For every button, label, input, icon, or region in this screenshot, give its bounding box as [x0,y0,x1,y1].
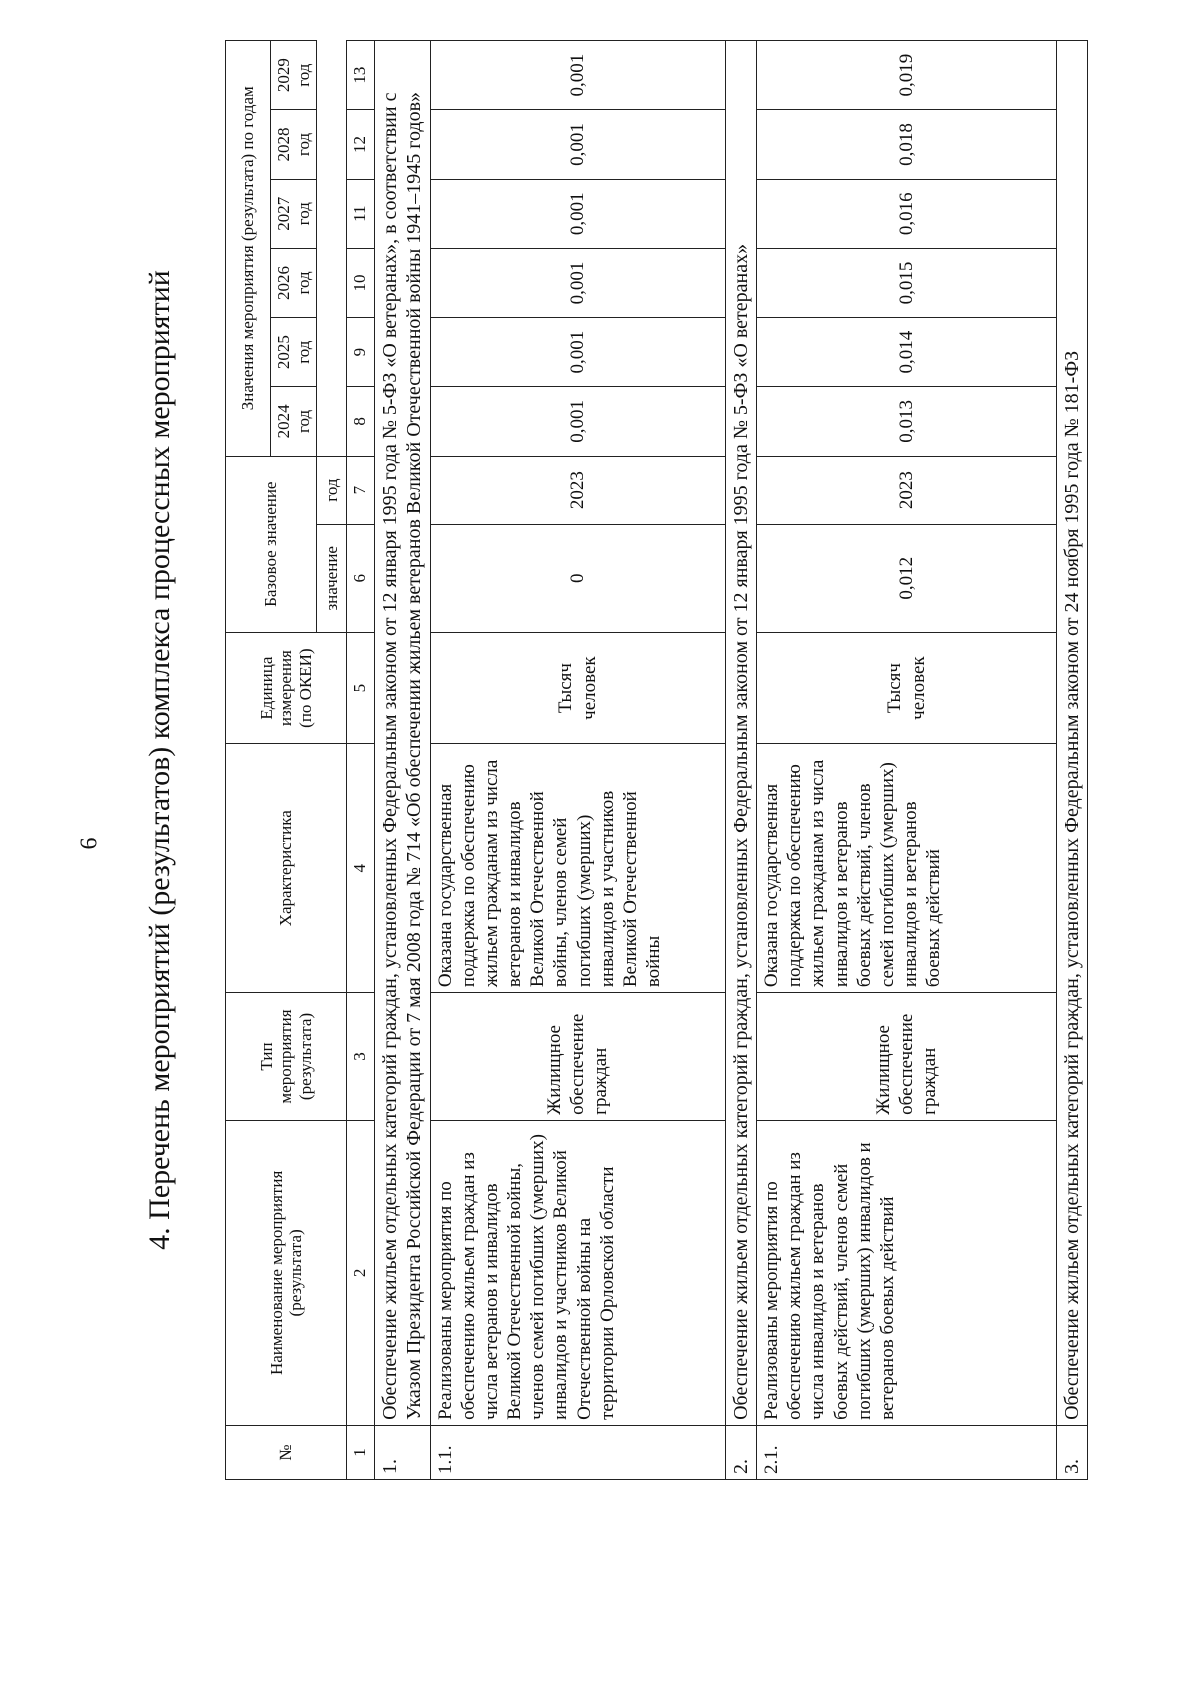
item-base-value: 0 [430,524,725,632]
section-row [725,41,756,1480]
item-type: Жилищное обеспечение граждан [757,993,1057,1121]
column-number: 1 [347,1425,375,1479]
item-unit: Тысяч человек [430,632,725,743]
activities-table [225,40,1088,1480]
header-values-by-year: Значения мероприятия (результата) по годам [226,41,271,457]
item-type: Жилищное обеспечение граждан [430,993,725,1121]
column-number: 11 [347,179,375,248]
item-number: 2.1. [757,1425,1057,1479]
section-number: 1. [374,1425,430,1479]
section-number: 3. [1057,1425,1088,1479]
item-value-2027: 0,016 [757,179,1057,248]
header-year: 2026 год [271,248,317,317]
item-value-2025: 0,014 [757,318,1057,387]
item-base-year: 2023 [757,456,1057,524]
item-name: Реализованы мероприятия по обеспечению жильем граждан из числа ветеранов и инвалидов Великой Отечественной войны, членов семей погибших (умерших) инвалидов и участников Великой Отечественной войны на территории Орловской области [430,1120,725,1425]
header-unit: Единица измерения (по ОКЕИ) [226,632,347,743]
item-characteristic: Оказана государственная поддержка по обеспечению жильем гражданам из числа инвалидов и ветеранов боевых действий, членов семей погибших (умерших) инвалидов и ветеранов боевых действий [757,744,1057,993]
header-type: Тип мероприятия (результата) [226,993,347,1121]
item-value-2026: 0,015 [757,248,1057,317]
item-base-value: 0,012 [757,524,1057,632]
header-year: 2028 год [271,110,317,179]
section-text: Обеспечение жильем отдельных категорий граждан, установленных Федеральным законом от 12 января 1995 года № 5-ФЗ «О ветеранах» [725,41,756,1426]
header-base-value: значение [317,524,347,632]
header-year: 2025 год [271,318,317,387]
item-value-2028: 0,018 [757,110,1057,179]
item-name: Реализованы мероприятия по обеспечению жильем граждан из числа инвалидов и ветеранов боевых действий, членов семей погибших (умерших) инвалидов и ветеранов боевых действий [757,1120,1057,1425]
document-body [140,40,1090,1480]
column-number: 12 [347,110,375,179]
header-year: 2029 год [271,41,317,110]
column-number: 8 [347,387,375,456]
item-value-2024: 0,001 [430,387,725,456]
column-number: 5 [347,632,375,743]
column-number: 2 [347,1120,375,1425]
column-number: 10 [347,248,375,317]
header-year: 2027 год [271,179,317,248]
header-base-year: год [317,456,347,524]
column-number: 7 [347,456,375,524]
column-number: 6 [347,524,375,632]
item-value-2026: 0,001 [430,248,725,317]
item-value-2024: 0,013 [757,387,1057,456]
header-base: Базовое значение [226,456,317,632]
header-year: 2024 год [271,387,317,456]
table-row [757,41,1057,1480]
column-number-row [347,41,375,1480]
section-number: 2. [725,1425,756,1479]
column-number: 13 [347,41,375,110]
item-characteristic: Оказана государственная поддержка по обеспечению жильем гражданам из числа ветеранов и инвалидов Великой Отечественной войны, членов семей погибших (умерших) инвалидов и участников Великой Отечественной войны [430,744,725,993]
item-value-2027: 0,001 [430,179,725,248]
item-value-2029: 0,001 [430,41,725,110]
header-num: № [226,1425,347,1479]
item-number: 1.1. [430,1425,725,1479]
page-number: 6 [76,837,103,850]
item-value-2028: 0,001 [430,110,725,179]
item-base-year: 2023 [430,456,725,524]
item-unit: Тысяч человек [757,632,1057,743]
item-value-2025: 0,001 [430,318,725,387]
column-number: 3 [347,993,375,1121]
table-row [430,41,725,1480]
section-row [1057,41,1088,1480]
section-title: 4. Перечень мероприятий (результатов) комплекса процессных мероприятий [143,270,176,1250]
section-row [374,41,430,1480]
column-number: 4 [347,744,375,993]
section-text: Обеспечение жильем отдельных категорий граждан, установленных Федеральным законом от 24 ноября 1995 года № 181-ФЗ [1057,41,1088,1426]
section-text: Обеспечение жильем отдельных категорий граждан, установленных Федеральным законом от 12 января 1995 года № 5-ФЗ «О ветеранах», в соответствии с Указом Президента Российской Федерации от 7 мая 2008 года № 714 «Об обеспечении жильем ветеранов Великой Отечественной войны 1941–1945 годов» [374,41,430,1426]
header-name: Наименование мероприятия (результата) [226,1120,347,1425]
header-characteristic: Характеристика [226,744,347,993]
item-value-2029: 0,019 [757,41,1057,110]
column-number: 9 [347,318,375,387]
